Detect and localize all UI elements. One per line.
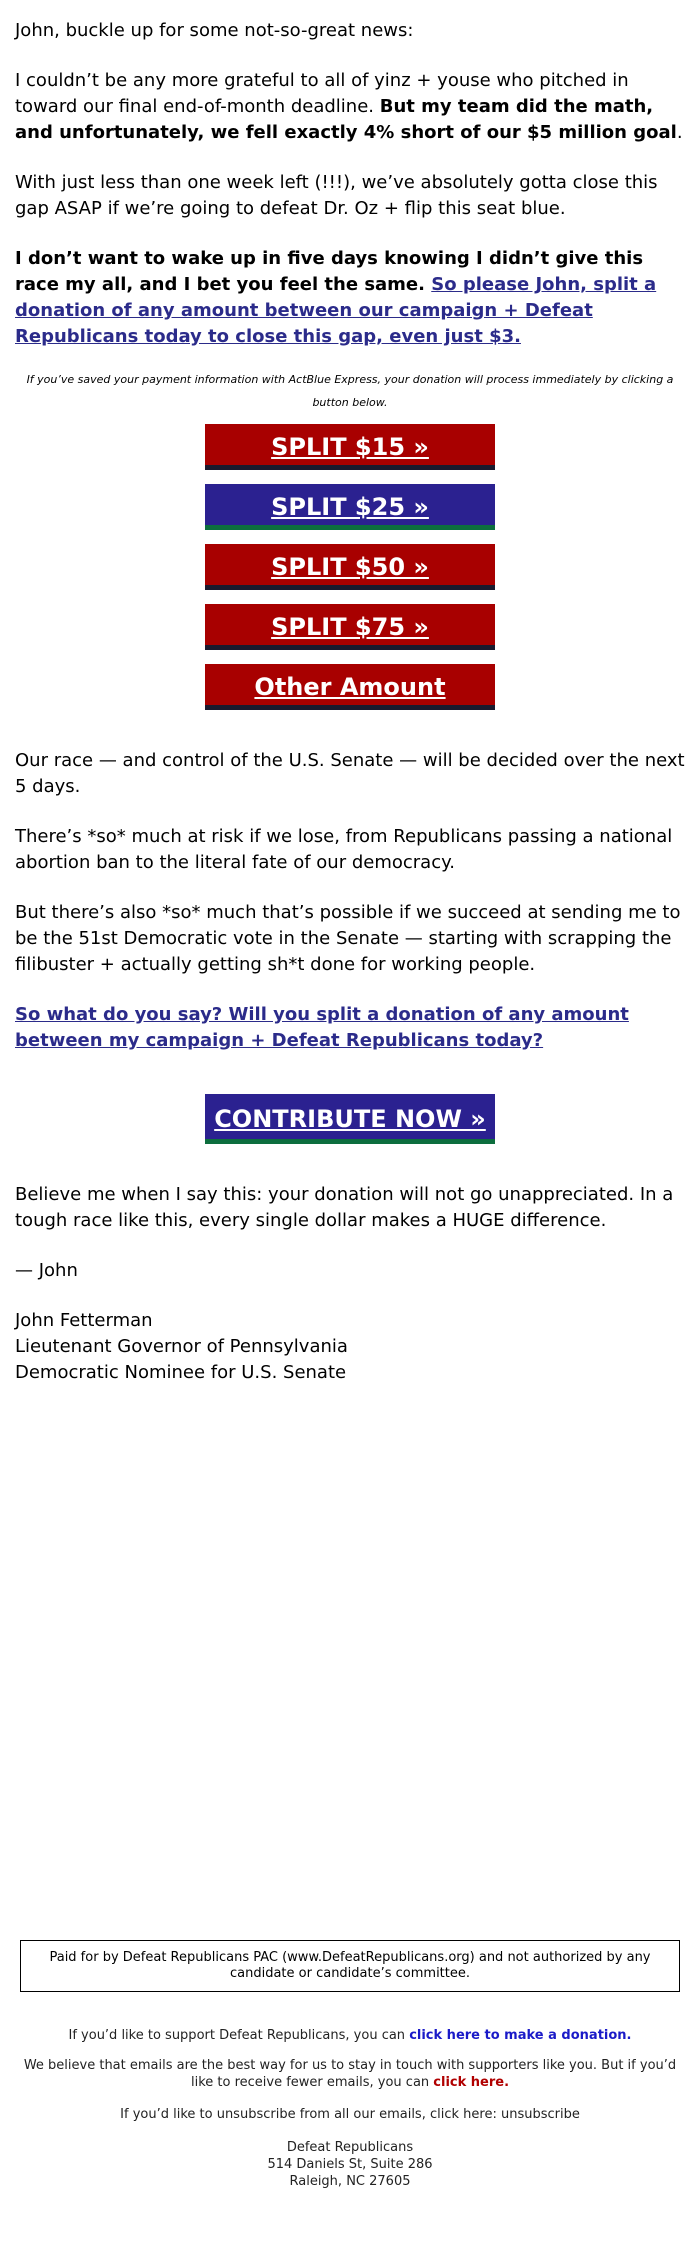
paragraph-6: But there’s also *so* much that’s possible if we succeed at sending me to be the 51st Democratic vote in the Senate — starting with scrapping the filibuster + actually getting sh*t done for working people. xyxy=(15,902,681,975)
greeting: John, buckle up for some not-so-great news: xyxy=(15,20,414,41)
support-text: If you’d like to support Defeat Republicans, you can xyxy=(68,2028,410,2043)
signoff: — John xyxy=(15,1260,78,1281)
paragraph-3 xyxy=(15,246,685,350)
cta-wrap xyxy=(15,1094,685,1144)
address-line-1: 514 Daniels St, Suite 286 xyxy=(267,2157,433,2172)
address-line-2: Raleigh, NC 27605 xyxy=(289,2174,411,2189)
fewer-emails-link[interactable]: click here. xyxy=(433,2075,510,2090)
paragraph-3-bold: I don’t want to wake up in five days knowing I didn’t give this race my all, and I bet you feel the same. xyxy=(15,248,644,295)
unsubscribe-link[interactable]: unsubscribe xyxy=(500,2107,580,2122)
email-body xyxy=(15,18,685,1386)
contribute-now-button[interactable]: CONTRIBUTE NOW » xyxy=(205,1094,495,1144)
paragraph-7 xyxy=(15,1002,685,1054)
split-donation-link[interactable]: So what do you say? Will you split a donation of any amount between my campaign + Defeat Republicans today? xyxy=(15,1004,629,1051)
paragraph-4: Our race — and control of the U.S. Senate — will be decided over the next 5 days. xyxy=(15,750,685,797)
fewer-emails-line xyxy=(20,2057,680,2091)
paragraph-1-bold: But my team did the math, and unfortunately, we fell exactly 4% short of our $5 million goal xyxy=(15,96,677,143)
paragraph-8: Believe me when I say this: your donation will not go unappreciated. In a tough race like this, every single dollar makes a HUGE difference. xyxy=(15,1184,674,1231)
split-15-button[interactable]: SPLIT $15 » xyxy=(205,424,495,470)
make-donation-link[interactable]: click here to make a donation. xyxy=(409,2028,632,2043)
split-25-button[interactable]: SPLIT $25 » xyxy=(205,484,495,530)
support-line xyxy=(20,2027,680,2044)
donation-buttons xyxy=(15,424,685,710)
actblue-note: If you’ve saved your payment information with ActBlue Express, your donation will process immediately by clicking a button below. xyxy=(26,373,674,409)
unsubscribe-text: If you’d like to unsubscribe from all our emails, click here: xyxy=(120,2107,501,2122)
org-name: Defeat Republicans xyxy=(286,2140,414,2155)
disclaimer-box xyxy=(20,1940,680,1992)
paragraph-1-end: . xyxy=(676,122,683,143)
donate-link[interactable]: So please John, split a donation of any amount between our campaign + Defeat Republicans today to close this gap, even just $3. xyxy=(15,274,657,347)
signature-title-2: Democratic Nominee for U.S. Senate xyxy=(15,1362,347,1383)
disclaimer-text: Paid for by Defeat Republicans PAC (www.DefeatRepublicans.org) and not authorized by any candidate or candidate’s committee. xyxy=(49,1950,651,1981)
org-address xyxy=(20,2139,680,2190)
paragraph-5: There’s *so* much at risk if we lose, from Republicans passing a national abortion ban to the literal fate of our democracy. xyxy=(15,826,673,873)
unsubscribe-line xyxy=(20,2106,680,2123)
paragraph-1 xyxy=(15,68,685,146)
signature-name: John Fetterman xyxy=(15,1310,153,1331)
split-75-button[interactable]: SPLIT $75 » xyxy=(205,604,495,650)
other-amount-button[interactable]: Other Amount xyxy=(205,664,495,710)
paragraph-1-text: I couldn’t be any more grateful to all of yinz + youse who pitched in toward our final end-of-month deadline. xyxy=(15,70,629,117)
signature-title-1: Lieutenant Governor of Pennsylvania xyxy=(15,1336,348,1357)
paragraph-2: With just less than one week left (!!!), we’ve absolutely gotta close this gap ASAP if we’re going to defeat Dr. Oz + flip this seat blue. xyxy=(15,172,658,219)
fewer-emails-text: We believe that emails are the best way for us to stay in touch with supporters like you. But if you’d like to receive fewer emails, you can xyxy=(23,2058,677,2090)
split-50-button[interactable]: SPLIT $50 » xyxy=(205,544,495,590)
